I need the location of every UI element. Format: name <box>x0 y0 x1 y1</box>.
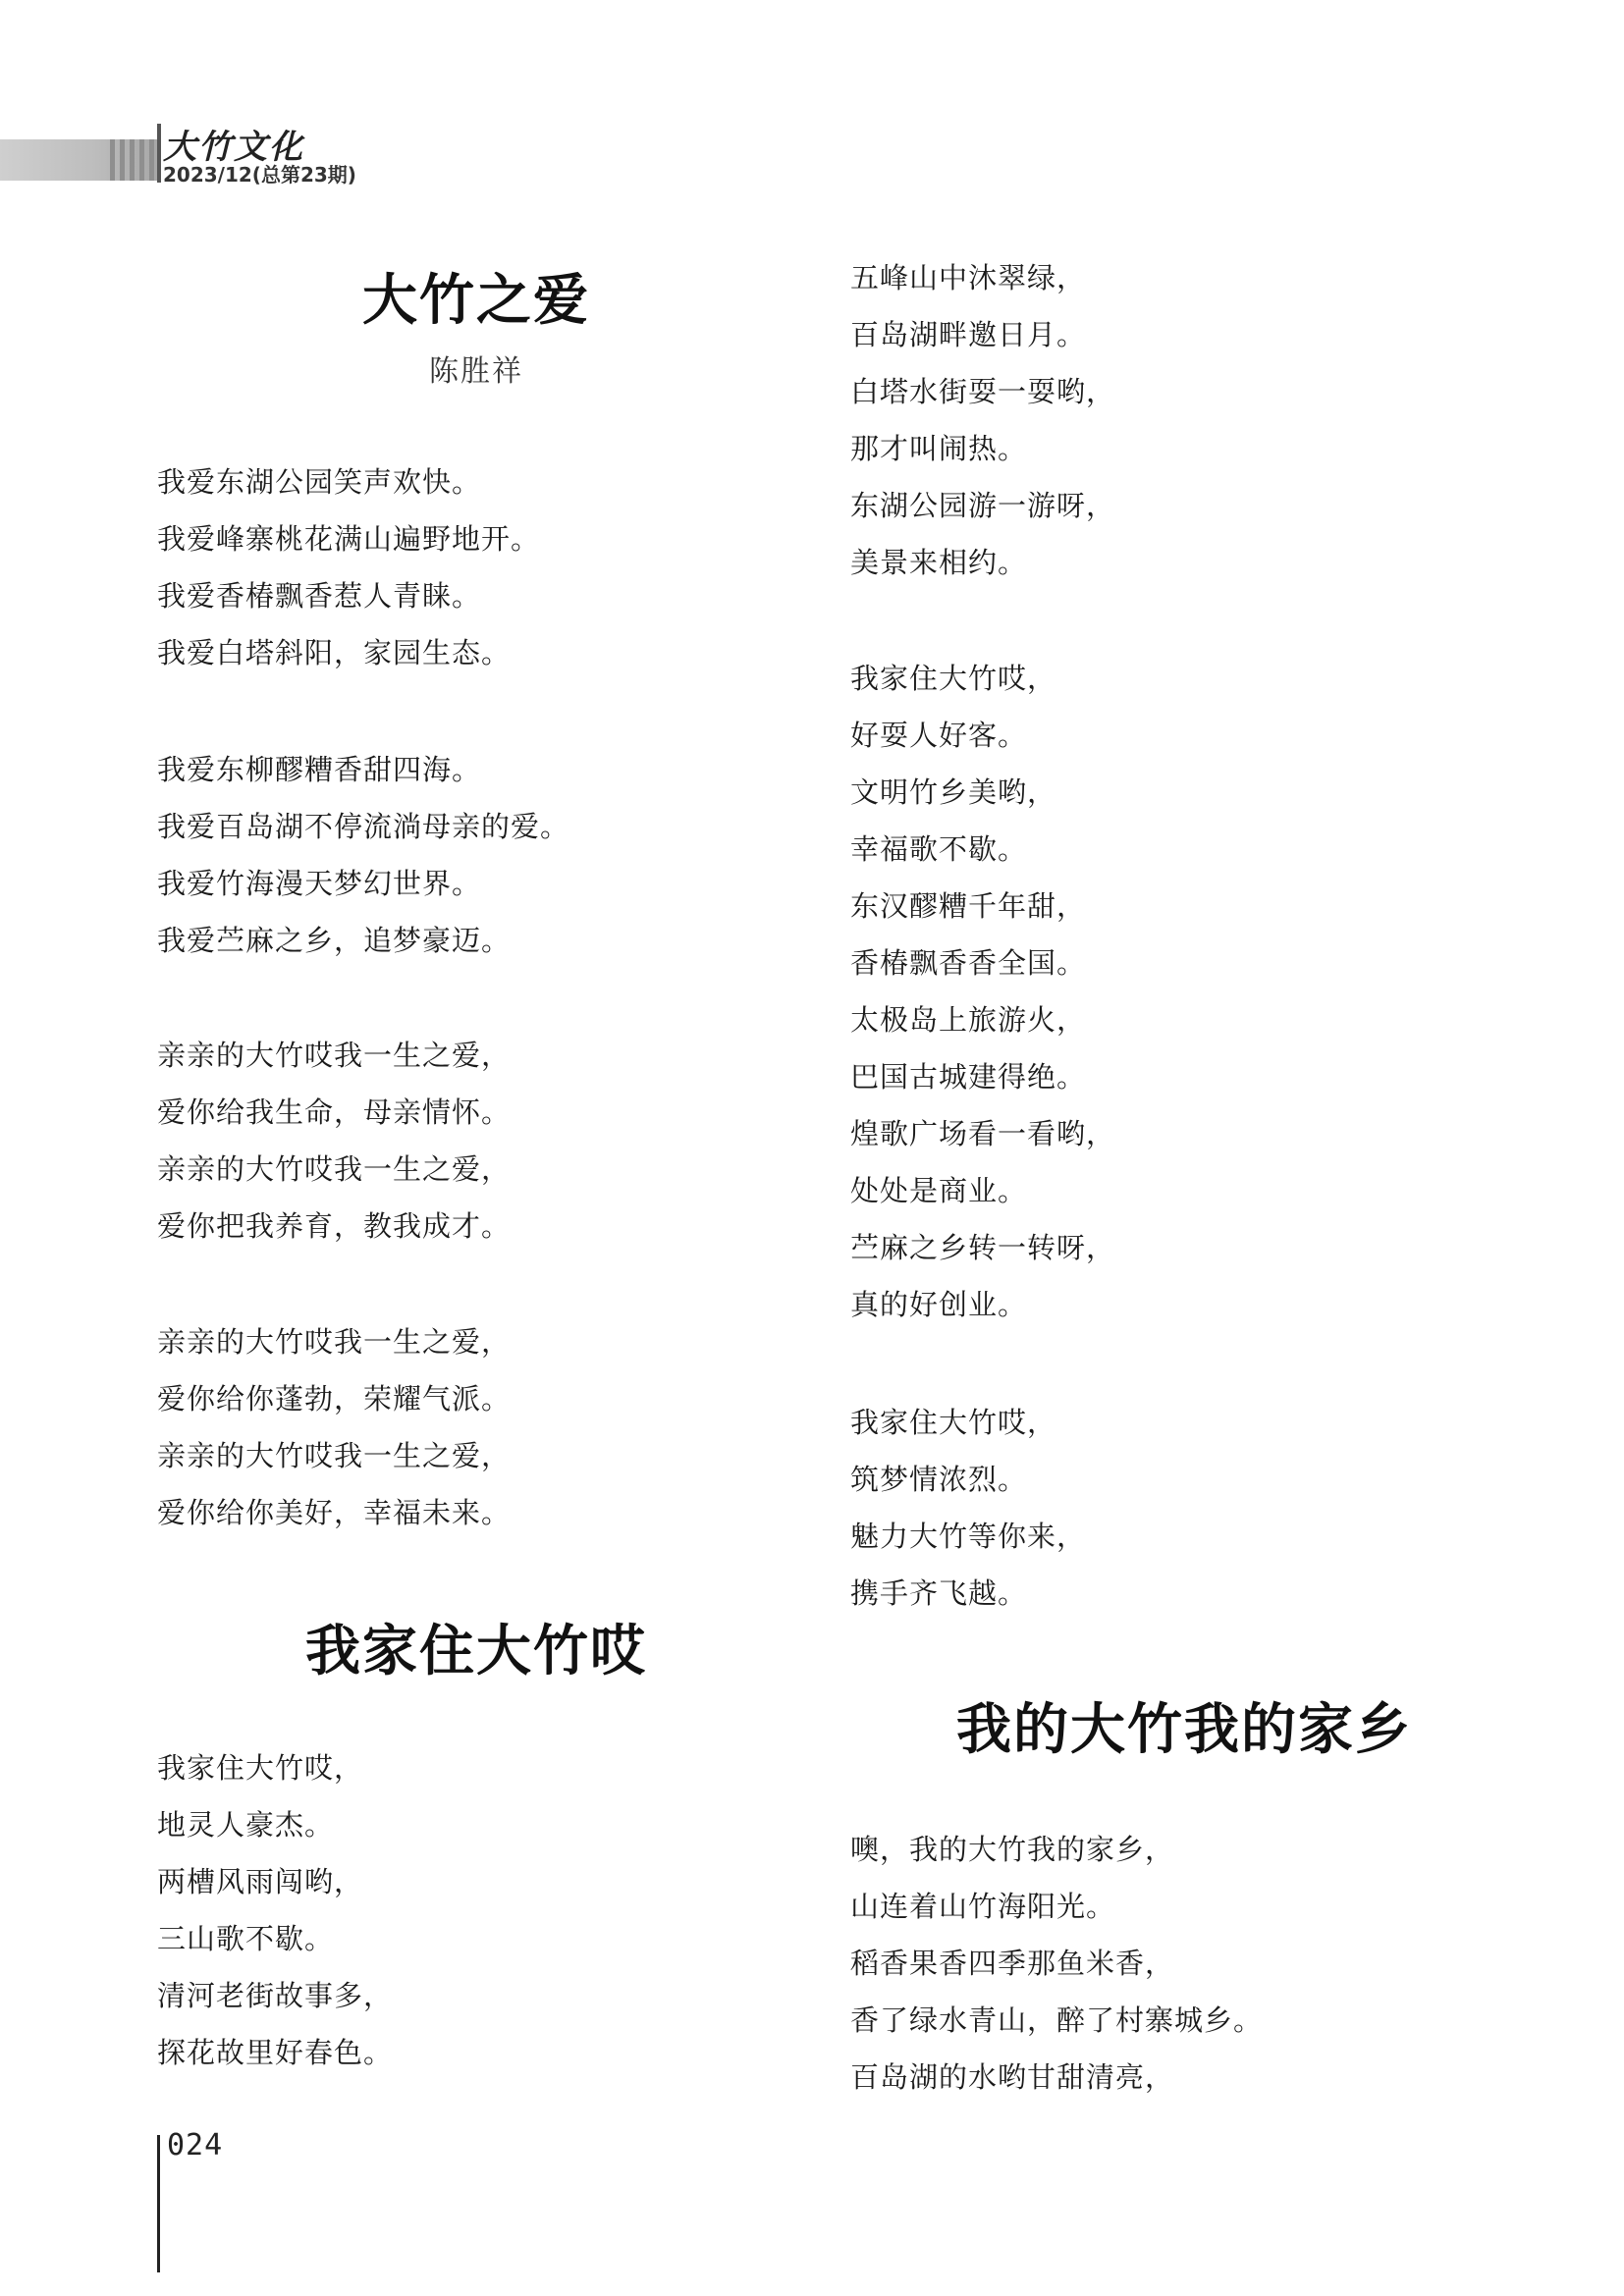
header-stripes <box>110 139 157 181</box>
poem-line: 亲亲的大竹哎我一生之爱， <box>157 1039 512 1072</box>
poem2-stanza-1 <box>157 1739 393 2081</box>
poem-line: 爱你给我生命，母亲情怀。 <box>157 1095 512 1129</box>
poem-line: 苎麻之乡转一转呀， <box>850 1231 1116 1264</box>
poem-line: 地灵人豪杰。 <box>157 1808 335 1842</box>
poem-line: 山连着山竹海阳光。 <box>850 1890 1116 1923</box>
poem-line: 我爱东柳醪糟香甜四海。 <box>157 753 482 786</box>
poem-line: 东湖公园游一游呀， <box>850 489 1116 522</box>
poem-line: 我爱苎麻之乡，追梦豪迈。 <box>157 924 512 957</box>
poem-line: 魅力大竹等你来， <box>850 1520 1087 1553</box>
poem-line: 探花故里好春色。 <box>157 2036 394 2069</box>
poem2-stanza-2 <box>850 249 1115 591</box>
poem-line: 噢，我的大竹我的家乡， <box>850 1833 1175 1866</box>
poem-line: 我爱白塔斜阳，家园生态。 <box>157 636 512 669</box>
poem-line: 我家住大竹哎， <box>850 1406 1057 1439</box>
poem-line: 爱你给你蓬勃，荣耀气派。 <box>157 1382 512 1415</box>
poem-author: 陈胜祥 <box>429 354 523 389</box>
poem1-stanza-1 <box>157 454 540 681</box>
poem-line: 真的好创业。 <box>850 1288 1028 1321</box>
poem-line: 爱你给你美好，幸福未来。 <box>157 1496 512 1529</box>
poem-line: 两槽风雨闯哟， <box>157 1865 364 1898</box>
poem-line: 我家住大竹哎， <box>850 662 1057 695</box>
poem2-stanza-4 <box>850 1394 1086 1622</box>
page-number: 024 <box>167 2128 224 2163</box>
poem1-stanza-4 <box>157 1313 511 1541</box>
poem1-stanza-3 <box>157 1027 511 1255</box>
poem-line: 美景来相约。 <box>850 546 1028 579</box>
poem-line: 稻香果香四季那鱼米香， <box>850 1947 1175 1980</box>
poem2-stanza-3 <box>850 650 1115 1333</box>
poem-line: 我爱东湖公园笑声欢快。 <box>157 465 482 499</box>
poem-line: 亲亲的大竹哎我一生之爱， <box>157 1325 512 1359</box>
poem-line: 携手齐飞越。 <box>850 1576 1028 1610</box>
poem-line: 好耍人好客。 <box>850 719 1028 752</box>
poem-line: 五峰山中沐翠绿， <box>850 261 1087 294</box>
poem-line: 我爱竹海漫天梦幻世界。 <box>157 867 482 900</box>
poem-title: 我的大竹我的家乡 <box>956 1698 1412 1762</box>
poem-line: 东汉醪糟千年甜， <box>850 889 1087 923</box>
poem-line: 筑梦情浓烈。 <box>850 1463 1028 1496</box>
poem-line: 清河老街故事多， <box>157 1979 394 2012</box>
poem-line: 香了绿水青山，醉了村寨城乡。 <box>850 2003 1264 2037</box>
poem-line: 处处是商业。 <box>850 1174 1028 1207</box>
magazine-issue: 2023/12(总第23期) <box>163 163 356 187</box>
poem-line: 我家住大竹哎， <box>157 1751 364 1785</box>
poem1-stanza-2 <box>157 741 569 969</box>
header-divider <box>157 124 161 183</box>
poem-line: 文明竹乡美哟， <box>850 775 1057 809</box>
poem-line: 太极岛上旅游火， <box>850 1003 1087 1037</box>
poem-line: 那才叫闹热。 <box>850 432 1028 465</box>
poem-line: 百岛湖的水哟甘甜清亮， <box>850 2060 1175 2094</box>
poem-line: 亲亲的大竹哎我一生之爱， <box>157 1152 512 1186</box>
poem-line: 巴国古城建得绝。 <box>850 1060 1087 1094</box>
poem-line: 我爱百岛湖不停流淌母亲的爱。 <box>157 810 570 843</box>
poem-line: 爱你把我养育，教我成才。 <box>157 1209 512 1243</box>
poem-line: 亲亲的大竹哎我一生之爱， <box>157 1439 512 1472</box>
poem-line: 煌歌广场看一看哟， <box>850 1117 1116 1150</box>
magazine-title: 大竹文化 <box>163 128 304 167</box>
footer-rule <box>157 2135 160 2272</box>
poem-line: 幸福歌不歇。 <box>850 832 1028 866</box>
poem-line: 百岛湖畔邀日月。 <box>850 318 1087 351</box>
poem-line: 三山歌不歇。 <box>157 1922 335 1955</box>
poem-title: 大竹之爱 <box>362 269 590 333</box>
poem-line: 我爱峰寨桃花满山遍野地开。 <box>157 522 541 556</box>
poem3-stanza-1 <box>850 1821 1263 2106</box>
poem-line: 香椿飘香香全国。 <box>850 946 1087 980</box>
poem-line: 我爱香椿飘香惹人青睐。 <box>157 579 482 613</box>
poem-line: 白塔水街耍一耍哟， <box>850 375 1116 408</box>
poem-title: 我家住大竹哎 <box>305 1620 647 1683</box>
